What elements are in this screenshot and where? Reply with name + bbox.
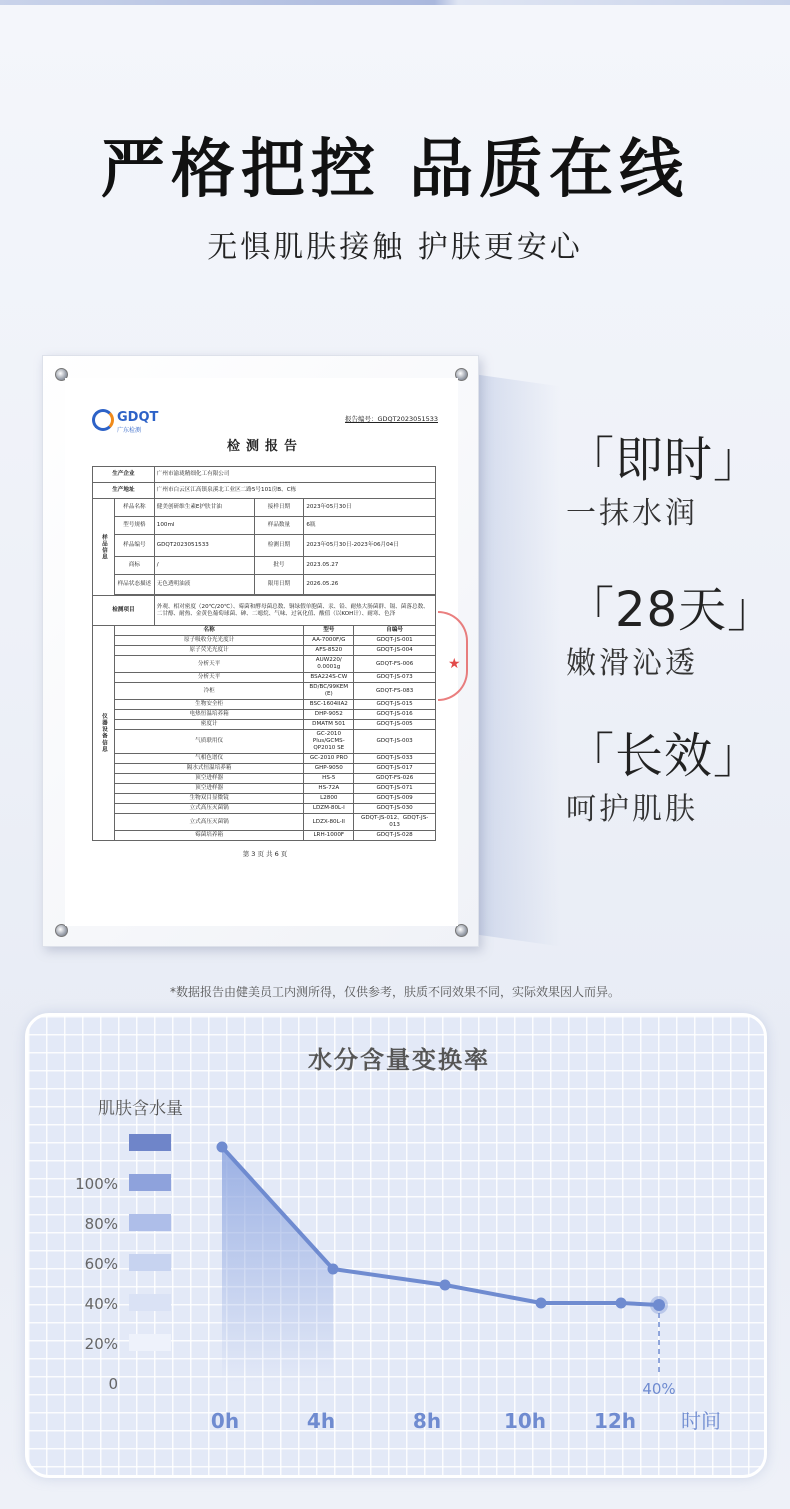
equipment-model: DMATM 501 [304,720,354,730]
items-value: 外观、相对密度（20℃/20℃）、霉菌和酵母菌总数、铜绿假单胞菌、汞、铅、耐热大肠菌群、镉、菌落总数、二甘醇、耐热、金黄色葡萄球菌、砷、二噁烷、气味、过氧化值、酸值（以KOH计）、耐寒、色泽 [154,596,435,626]
benefit-28-days [566,582,777,684]
lab-logo-sub: 广东检测 [117,427,142,434]
equipment-name: 生物安全柜 [114,700,303,710]
legend-swatch [129,1254,171,1271]
items-label: 检测项目 [93,596,155,626]
lab-logo-icon [92,409,114,431]
y-tick-label: 40% [84,1295,118,1313]
legend-swatch [129,1134,171,1151]
equipment-model: L2800 [304,794,354,804]
brand-label: 商标 [114,557,154,575]
equipment-name: 立式高压灭菌锅 [114,814,303,831]
state-value: 无色透明油液 [154,575,254,595]
x-tick-label: 4h [306,1409,336,1433]
chart-area-fill [222,1147,333,1383]
equipment-id: GDQT-JS-033 [354,754,436,764]
equipment-id: GDQT-JS-016 [354,710,436,720]
spec-label: 型号规格 [114,517,154,535]
benefit-instant [566,432,766,534]
equipment-row [93,831,436,841]
equipment-rows [93,626,436,841]
qty-value: 6瓶 [304,517,436,535]
sample-name-label: 样品名称 [114,499,154,517]
equipment-name: 电热恒温培养箱 [114,710,303,720]
test-date-label: 检测日期 [254,535,304,557]
equipment-id: GDQT-JS-071 [354,784,436,794]
equipment-model: BSA224S-CW [304,673,354,683]
page-headline: 严格把控 品质在线 [100,133,690,207]
equipment-name: 原子荧光光度计 [114,646,303,656]
equipment-name: 冷柜 [114,683,303,700]
equipment-row [93,636,436,646]
equipment-col-name: 名称 [114,626,303,636]
equipment-model: DHP-9052 [304,710,354,720]
top-accent-strip [0,0,790,5]
address-value: 广州市白云区江高镇泉溪北工业区二路5号101房B、C栋 [154,483,435,499]
equipment-id: GDQT-JS-005 [354,720,436,730]
receive-date-value: 2023年05月30日 [304,499,436,517]
equipment-name: 生物双目显微镜 [114,794,303,804]
legend-swatch [129,1214,171,1231]
chart-point [653,1299,665,1311]
benefit-long-lasting [566,728,766,830]
receive-date-label: 接样日期 [254,499,304,517]
report-title: 检测报告 [226,439,303,454]
company-label: 生产企业 [93,467,155,483]
equipment-row [93,764,436,774]
equipment-id: GDQT-JS-009 [354,794,436,804]
moisture-chart-panel [25,1013,767,1478]
equipment-model: BD/BC/99KEM (E) [304,683,354,700]
chart-point [328,1264,339,1275]
equipment-model: LDZM-80L-I [304,804,354,814]
address-label: 生产地址 [93,483,155,499]
x-tick-label: 12h [593,1409,637,1433]
equipment-name: 分析天平 [114,656,303,673]
legend-swatch [129,1334,171,1351]
lab-logo [92,406,158,434]
equipment-id: GDQT-JS-017 [354,764,436,774]
legend-swatch [129,1294,171,1311]
benefit-desc: 呵护肌肤 [566,792,698,827]
equipment-name: 分析天平 [114,673,303,683]
equipment-id: GDQT-FS-006 [354,656,436,673]
equipment-row [93,774,436,784]
y-tick-label: 80% [84,1215,118,1233]
x-tick-label: 10h [503,1409,547,1433]
equipment-id: GDQT-JS-004 [354,646,436,656]
equipment-name: 隔水式恒温培养箱 [114,764,303,774]
benefit-title: 「长效」 [566,728,763,784]
equipment-row [93,814,436,831]
equipment-model: AA-7000F/G [304,636,354,646]
equipment-row [93,754,436,764]
report-number: 报告编号：GDQT2023051533 [345,415,438,423]
equipment-row [93,700,436,710]
chart-x-label: 时间 [681,1409,721,1433]
brand-value: / [154,557,254,575]
company-value: 广州市渝珑精细化工有限公司 [154,467,435,483]
equipment-row [93,710,436,720]
equipment-id: GDQT-JS-030 [354,804,436,814]
equipment-row [93,804,436,814]
chart-point [616,1298,627,1309]
equipment-name: 密度计 [114,720,303,730]
annotation-label: 40% [642,1380,676,1398]
y-tick-label: 20% [84,1335,118,1353]
equipment-name: 霉菌培养箱 [114,831,303,841]
test-report-document [65,378,458,926]
equipment-col-id: 自编号 [354,626,436,636]
equipment-row [93,794,436,804]
sample-name-value: 健美创研维生素E护肤甘油 [154,499,254,517]
benefit-title: 「28天」 [566,582,777,638]
equipment-model: AFS-8520 [304,646,354,656]
equipment-id: GDQT-JS-003 [354,730,436,754]
equipment-model: LRH-1000F [304,831,354,841]
state-label: 样品状态描述 [114,575,154,595]
equipment-id: GDQT-JS-012、GDQT-JS-013 [354,814,436,831]
equipment-name: 原子吸收分光光度计 [114,636,303,646]
chart-point [440,1280,451,1291]
equipment-model: LDZX-80L-II [304,814,354,831]
legend-swatch [129,1174,171,1191]
qty-label: 样品数量 [254,517,304,535]
equipment-id: GDQT-JS-001 [354,636,436,646]
sample-group-label: 样品信息 [93,499,115,596]
batch-value: 2023.05.27 [304,557,436,575]
benefit-desc: 一抹水润 [566,496,698,531]
equipment-model: AUW220/ 0.0001g [304,656,354,673]
equipment-name: 顶空进样器 [114,774,303,784]
equipment-id: GDQT-JS-073 [354,673,436,683]
batch-label: 批号 [254,557,304,575]
lab-logo-name: GDQT [117,410,159,425]
equipment-id: GDQT-JS-028 [354,831,436,841]
equipment-model: GHP-9050 [304,764,354,774]
equipment-id: GDQT-JS-015 [354,700,436,710]
expiry-label: 限用日期 [254,575,304,595]
x-tick-label: 0h [210,1409,240,1433]
equipment-row [93,720,436,730]
chart-title: 水分含量变换率 [308,1046,490,1074]
equipment-row [93,784,436,794]
equipment-row [93,730,436,754]
equipment-name: 顶空进样器 [114,784,303,794]
equipment-id: GDQT-FS-026 [354,774,436,784]
equipment-model: HS-72A [304,784,354,794]
equipment-row [93,683,436,700]
equipment-col-model: 型号 [304,626,354,636]
test-report-plaque [42,355,479,947]
equipment-model: HS-5 [304,774,354,784]
equipment-row [93,646,436,656]
test-date-value: 2023年05月30日-2023年06月04日 [304,535,436,557]
report-table [92,466,436,841]
equipment-model: GC-2010 PRO [304,754,354,764]
equipment-model: BSC-1604IIA2 [304,700,354,710]
x-tick-label: 8h [412,1409,442,1433]
equipment-name: 立式高压灭菌锅 [114,804,303,814]
sample-no-value: GDQT2023051533 [154,535,254,557]
equipment-name: 气相色谱仪 [114,754,303,764]
expiry-value: 2026.05.26 [304,575,436,595]
sample-no-label: 样品编号 [114,535,154,557]
equipment-group-label: 仪器设备信息 [93,626,115,841]
y-tick-label: 0 [108,1375,118,1393]
chart-y-label: 肌肤含水量 [98,1099,183,1119]
equipment-row [93,673,436,683]
chart-point [217,1142,228,1153]
moisture-line-chart [28,1016,767,1478]
page-subheadline: 无惧肌肤接触 护肤更安心 [207,230,583,265]
y-tick-label: 100% [75,1175,118,1193]
benefit-desc: 嫩滑沁透 [566,646,698,681]
data-disclaimer: *数据报告由健美员工内测所得，仅供参考，肤质不同效果不同，实际效果因人而异。 [169,985,620,999]
equipment-row [93,656,436,673]
spec-value: 100ml [154,517,254,535]
equipment-id: GDQT-FS-083 [354,683,436,700]
report-page-footer: 第 3 页 共 6 页 [242,850,288,858]
chart-point [536,1298,547,1309]
equipment-model: GC-2010 Plus/GCMS-QP2010 SE [304,730,354,754]
plaque-shadow [470,374,560,947]
equipment-name: 气质联用仪 [114,730,303,754]
seal-star-icon: ★ [448,656,461,672]
benefit-title: 「即时」 [566,432,763,488]
y-tick-label: 60% [84,1255,118,1273]
